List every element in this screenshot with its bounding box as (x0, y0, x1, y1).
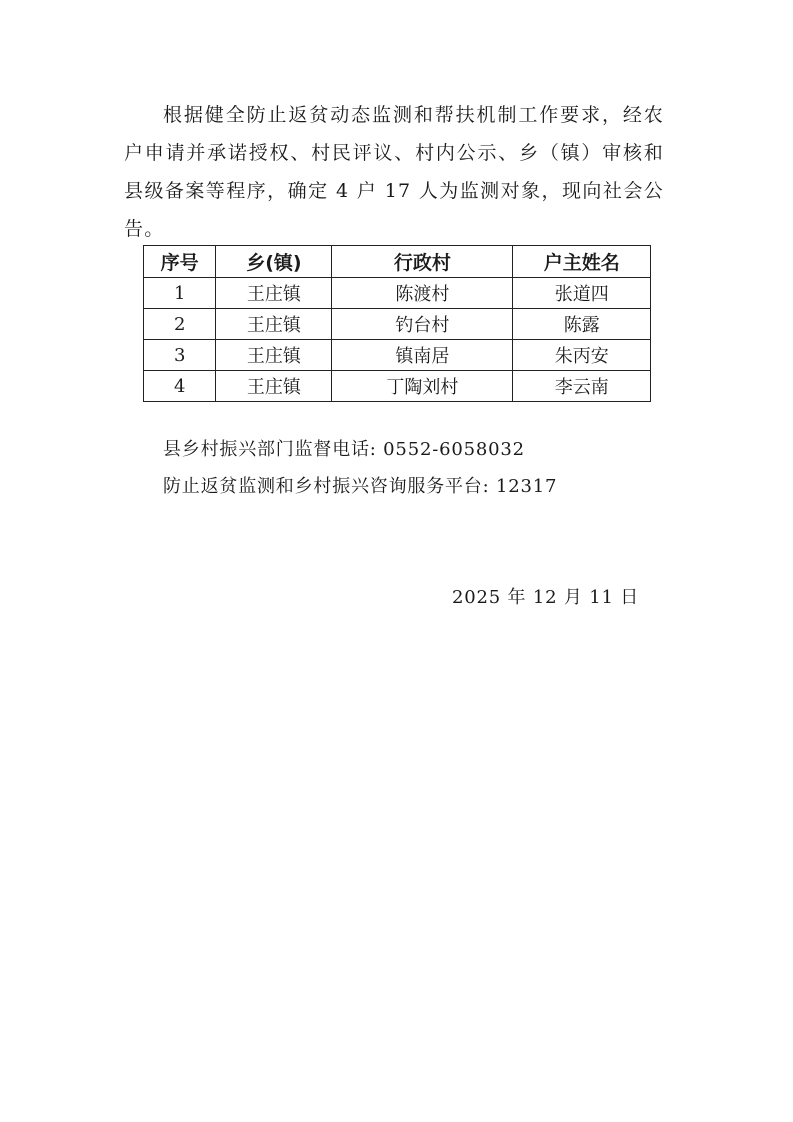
supervision-phone-line: 县乡村振兴部门监督电话: 0552-6058032 (163, 439, 525, 460)
header-serial: 序号 (144, 246, 216, 278)
monitoring-table (143, 245, 651, 402)
cell-village: 钓台村 (332, 309, 513, 340)
consultation-platform-line: 防止返贫监测和乡村振兴咨询服务平台: 12317 (163, 476, 558, 497)
header-village: 行政村 (332, 246, 513, 278)
notice-paragraph: 根据健全防止返贫动态监测和帮扶机制工作要求，经农户申请并承诺授权、村民评议、村内公示、乡（镇）审核和县级备案等程序，确定 4 户 17 人为监测对象，现向社会公告。 (124, 104, 664, 240)
cell-town: 王庄镇 (216, 340, 332, 371)
cell-serial: 1 (144, 278, 216, 309)
cell-serial: 4 (144, 371, 216, 402)
cell-town: 王庄镇 (216, 371, 332, 402)
cell-town: 王庄镇 (216, 278, 332, 309)
header-town: 乡(镇) (216, 246, 332, 278)
table-row (144, 340, 651, 371)
table-row (144, 309, 651, 340)
header-householder: 户主姓名 (513, 246, 651, 278)
table-row (144, 278, 651, 309)
cell-village: 丁陶刘村 (332, 371, 513, 402)
table-header-row (144, 246, 651, 278)
cell-serial: 3 (144, 340, 216, 371)
cell-householder: 陈露 (513, 309, 651, 340)
cell-householder: 张道四 (513, 278, 651, 309)
cell-town: 王庄镇 (216, 309, 332, 340)
notice-date: 2025 年 12 月 11 日 (452, 587, 640, 608)
cell-serial: 2 (144, 309, 216, 340)
cell-village: 镇南居 (332, 340, 513, 371)
table-row (144, 371, 651, 402)
cell-village: 陈渡村 (332, 278, 513, 309)
cell-householder: 李云南 (513, 371, 651, 402)
cell-householder: 朱丙安 (513, 340, 651, 371)
